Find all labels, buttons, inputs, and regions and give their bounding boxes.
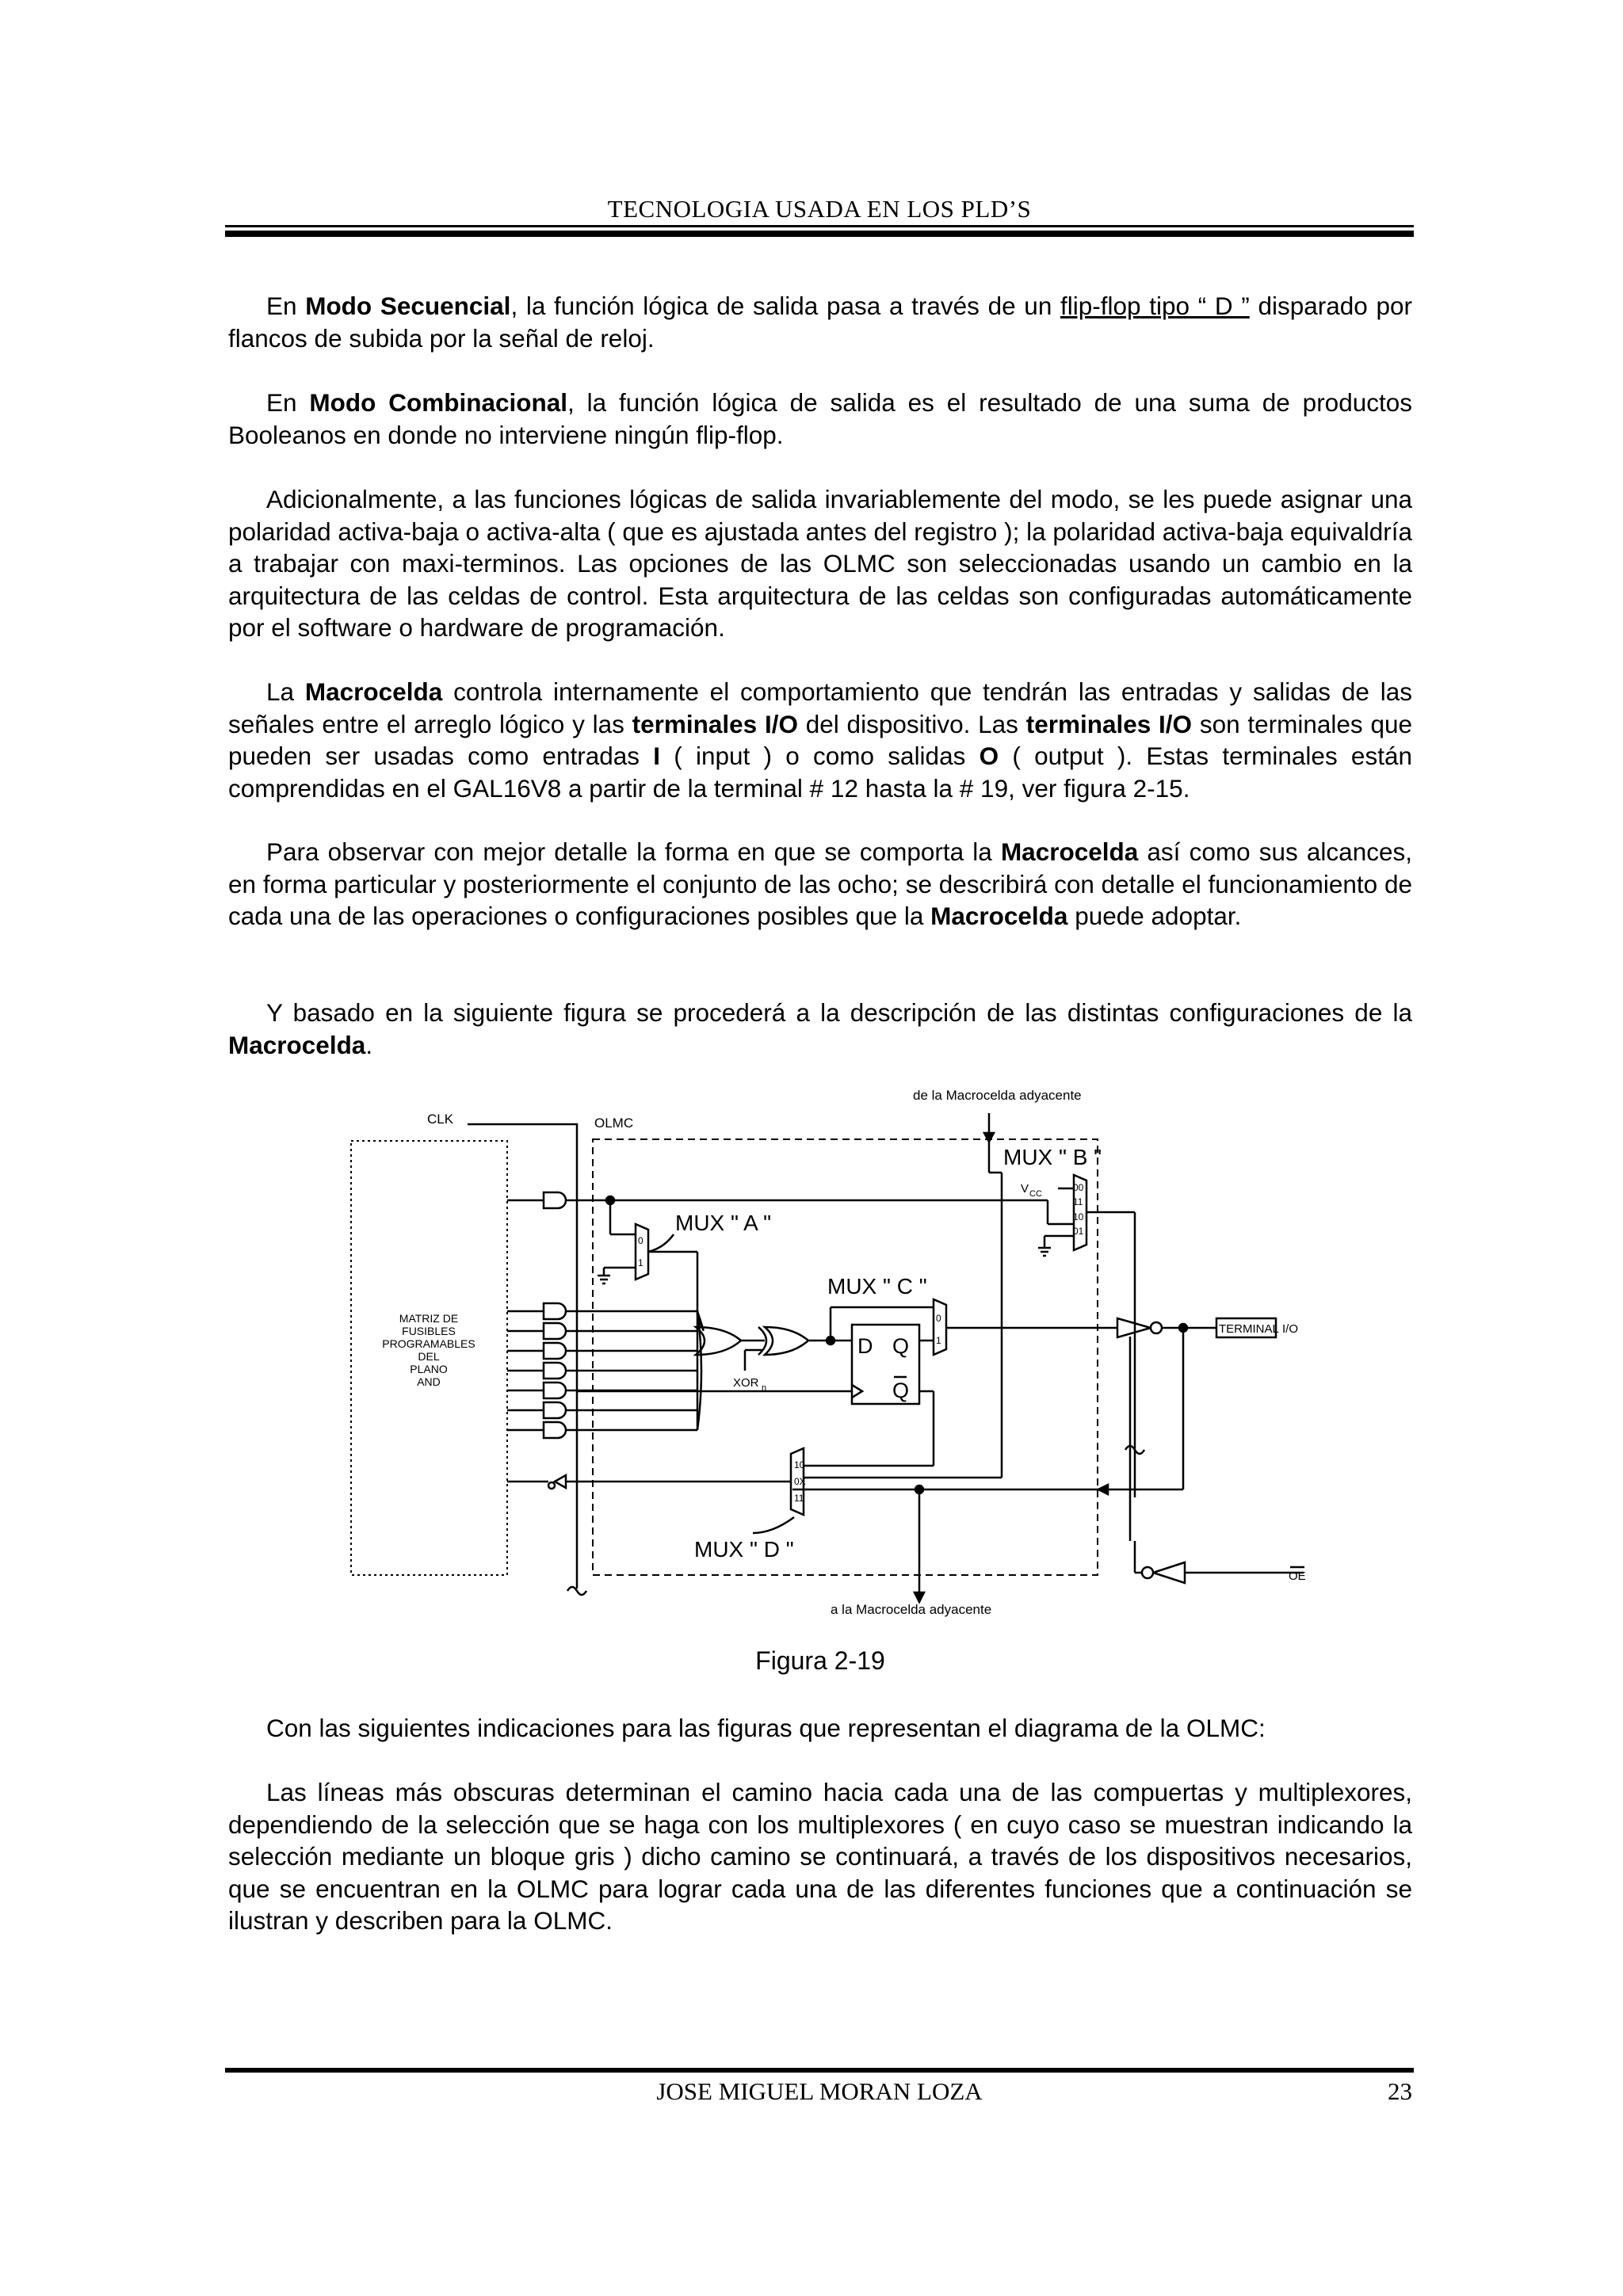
inverter-bubble [1151,1322,1162,1333]
feedback-buffer [555,1475,566,1488]
mux-d-input-11: 11 [794,1493,804,1504]
clock-triangle-icon [852,1385,862,1398]
paragraph-siguiente-figura: Y basado en la siguiente figura se procederá a la descripción de las distintas configuraciones de la Macrocelda. [228,998,1412,1059]
mux-d-pointer [753,1517,794,1533]
mux-c-label: MUX " C " [827,1274,927,1299]
mux-c-input-0: 0 [936,1313,941,1324]
input-buffer-gate [544,1192,566,1208]
matrix-label-line: PLANO [410,1363,448,1375]
diagram-labels [382,1088,1305,1617]
to-adjacent-label: a la Macrocelda adyacente [831,1602,992,1617]
matrix-label-line: DEL [418,1350,440,1363]
or-gate [696,1327,741,1355]
clk-label: CLK [427,1112,454,1127]
io-label: I/O [1282,1322,1299,1336]
paragraph-macrocelda: La Macrocelda controla internamente el comportamiento que tendrán las entradas y salidas de las señales entre el arreglo lógico y las terminales I/O del dispositivo. Las terminales I/O son terminales que pueden ser usadas como entradas I ( input ) o como salidas O ( output ). Estas terminales están comprendidas en el GAL16V8 a partir de la terminal # 12 hasta la # 19, ver figura 2-15. [228,677,1413,803]
paragraph-indicaciones: Con las siguientes indicaciones para las figuras que representan el diagrama de la OLMC: [266,1714,1266,1742]
xor-gate [765,1327,808,1355]
from-adjacent-arrow-icon [984,1133,994,1142]
oe-label: OE [1289,1569,1306,1583]
matrix-label-line: PROGRAMABLES [382,1337,475,1350]
olmc-box [593,1139,1098,1575]
mux-c-shape [934,1299,946,1355]
arrow-icon [1098,1485,1108,1494]
paragraph-modo-combinacional: En Modo Combinacional, la función lógica de salida es el resultado de una suma de productos Booleanos en donde no interviene ningún flip-flop. [228,388,1413,449]
figure-caption: Figura 2-19 [755,1646,885,1675]
footer-author: JOSE MIGUEL MORAN LOZA [656,2077,983,2105]
mux-a-label: MUX " A " [675,1211,772,1235]
qbar-output-label: Q [892,1379,910,1402]
terminal-label: TERMINAL [1219,1322,1279,1336]
mux-a-input-1: 1 [638,1257,643,1268]
to-adjacent-arrow-icon [915,1592,924,1602]
mux-a-shape [636,1224,648,1280]
product-term-gates [507,1303,704,1438]
mux-b-input-11: 11 [1073,1196,1083,1207]
mux-d-input-0x: 0X [794,1476,806,1487]
d-input-label: D [857,1334,873,1358]
mux-d-input-10: 10 [794,1459,805,1470]
xor-label: XOR [733,1376,759,1390]
mux-b-input-00: 00 [1073,1182,1084,1193]
mux-b-input-10: 10 [1073,1211,1084,1222]
mux-a-pointer [648,1234,674,1252]
oe-buffer [1153,1562,1185,1583]
paragraph-polaridad: Adicionalmente, a las funciones lógicas de salida invariablemente del modo, se les puede asignar una polaridad activa-baja o activa-alta ( que es ajustada antes del registro ); la polaridad activa-baja equivaldría a trabajar con maxi-terminos. Las opciones de las OLMC son seleccionadas usando un cambio en la arquitectura de las celdas de control. Esta arquitectura de las celdas son configuradas automáticamente por el software o hardware de programación. [228,485,1412,642]
mux-b-label: MUX " B " [1003,1145,1102,1169]
matrix-label-line: FUSIBLES [402,1325,456,1337]
running-header: TECNOLOGIA USADA EN LOS PLD’S [607,195,1032,223]
mux-d-label: MUX " D " [694,1537,794,1562]
page-number: 23 [1388,2077,1412,2105]
matrix-label-line: AND [417,1375,441,1388]
mux-c-input-1: 1 [936,1335,941,1346]
xor-sub-label: n [762,1383,767,1393]
mux-b-input-01: 01 [1073,1226,1084,1237]
paragraph-lineas-obscuras: Las líneas más obscuras determinan el camino hacia cada una de las compuertas y multiplexores, dependiendo de la selección que se haga con los multiplexores ( en cuyo caso se muestran indicando la selección mediante un bloque gris ) dicho camino se continuará, a través de los dispositivos necesarios, que se encuentran en la OLMC para lograr cada una de las diferentes funciones que a continuación se ilustran y describen para la OLMC. [228,1778,1412,1935]
mux-a-input-0: 0 [638,1235,643,1246]
vcc-sub-label: CC [1029,1189,1042,1199]
vcc-label: V [1021,1182,1029,1196]
q-output-label: Q [892,1334,910,1358]
olmc-label: OLMC [594,1116,634,1131]
matrix-label-line: MATRIZ DE [399,1312,459,1325]
paragraph-observar: Para observar con mejor detalle la forma en que se comporta la Macrocelda así como sus alcances, en forma particular y posteriormente el conjunto de las ocho; se describirá con detalle el funcionamiento de cada una de las operaciones o configuraciones posibles que la Macrocelda puede adoptar. [228,837,1412,930]
footer-rule [225,2068,1414,2073]
clk-line [468,1124,577,1589]
paragraph-modo-secuencial: En Modo Secuencial, la función lógica de salida pasa a través de un flip-flop tipo “ D ” disparado por flancos de subida por la señal de reloj. [228,292,1413,353]
from-adjacent-label: de la Macrocelda adyacente [913,1088,1082,1103]
